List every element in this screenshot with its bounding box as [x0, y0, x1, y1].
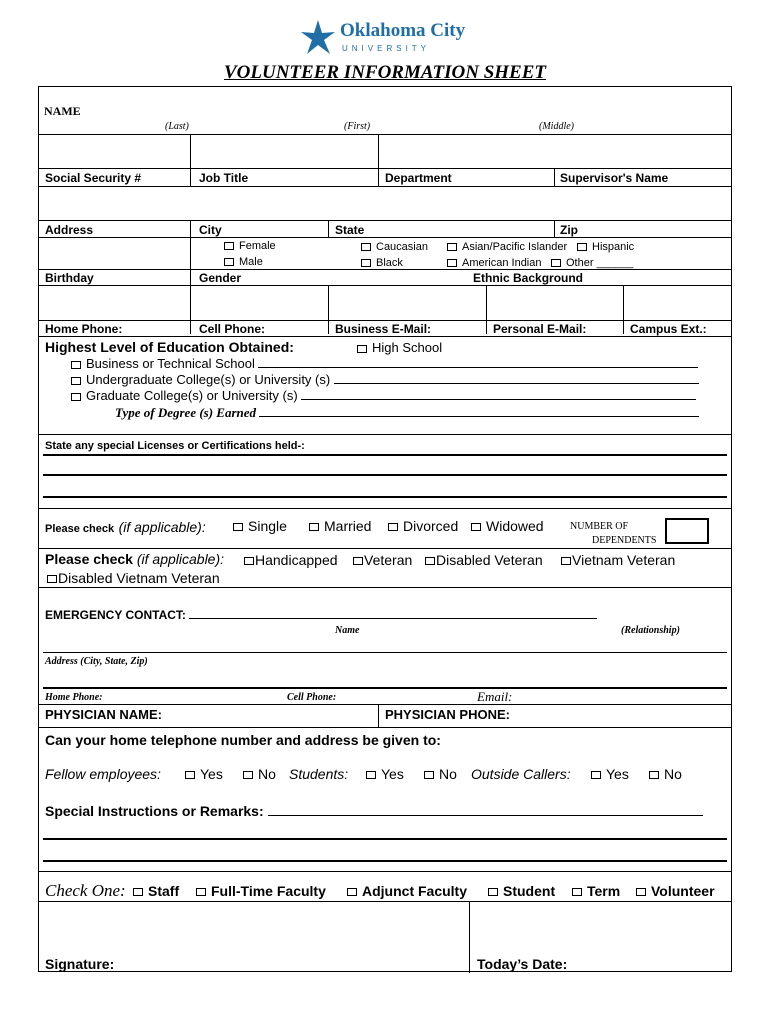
checkbox-icon[interactable] — [185, 771, 195, 779]
caucasian-option[interactable] — [361, 241, 428, 253]
remarks-row — [45, 803, 703, 819]
todays-date-label[interactable]: Today’s Date: — [477, 956, 568, 972]
checkbox-icon[interactable] — [572, 888, 582, 896]
checkbox-icon[interactable] — [447, 259, 457, 267]
option-label: Student — [503, 883, 556, 899]
checkbox-icon[interactable] — [488, 888, 498, 896]
birthday-label: Birthday — [45, 271, 94, 285]
veteran-option[interactable] — [353, 552, 412, 568]
divider — [378, 134, 379, 168]
department-label: Department — [385, 171, 452, 185]
divider — [39, 704, 731, 705]
checkbox-icon[interactable] — [309, 523, 319, 531]
option-label: Married — [324, 518, 372, 534]
outside-yes-option[interactable] — [591, 766, 629, 782]
option-label: Asian/Pacific Islander — [462, 241, 568, 253]
supervisor-label: Supervisor's Name — [560, 171, 669, 185]
students-yes-option[interactable] — [366, 766, 404, 782]
grad-option[interactable] — [71, 388, 696, 403]
last-label: (Last) — [165, 121, 189, 132]
option-label: Business or Technical School — [86, 356, 255, 371]
checkbox-icon[interactable] — [591, 771, 601, 779]
divider — [469, 901, 470, 973]
remarks-line-2[interactable] — [43, 860, 727, 862]
education-heading: Highest Level of Education Obtained: — [45, 339, 294, 355]
vietnam-veteran-option[interactable] — [561, 552, 675, 568]
divorced-option[interactable] — [388, 518, 458, 534]
option-label: Term — [587, 883, 621, 899]
black-option[interactable] — [361, 257, 403, 269]
option-label: Divorced — [403, 518, 459, 534]
checkbox-icon[interactable] — [196, 888, 206, 896]
emergency-relationship-caption: (Relationship) — [621, 625, 680, 636]
divider — [39, 186, 731, 187]
option-label: No — [664, 766, 682, 782]
divider — [39, 336, 731, 337]
disabled-veteran-option[interactable] — [425, 552, 543, 568]
star-logo-icon — [300, 18, 336, 58]
dependents-label-1: NUMBER OF — [570, 521, 629, 532]
state-label: State — [335, 223, 365, 237]
checkbox-icon[interactable] — [636, 888, 646, 896]
divider — [39, 871, 731, 872]
checkbox-icon[interactable] — [353, 557, 363, 565]
emergency-row — [45, 608, 597, 622]
divider — [554, 168, 555, 186]
checkbox-icon[interactable] — [447, 243, 457, 251]
campus-ext-label: Campus Ext.: — [630, 322, 707, 336]
option-label: Disabled Veteran — [436, 552, 543, 568]
grad-field[interactable] — [301, 399, 696, 400]
divider — [328, 220, 329, 237]
divider — [39, 220, 731, 221]
university-logo — [300, 18, 480, 58]
divider — [39, 548, 731, 549]
check-one-label: Check One: — [45, 881, 126, 900]
option-label: Disabled Vietnam Veteran — [58, 570, 220, 586]
divider — [39, 320, 731, 321]
licenses-label: State any special Licenses or Certifications held-: — [45, 440, 305, 452]
zip-label: Zip — [560, 223, 578, 237]
option-label: Undergraduate College(s) or University (s) — [86, 372, 331, 387]
remarks-line-1[interactable] — [43, 838, 727, 840]
fellow-yes-option[interactable] — [185, 766, 223, 782]
checkbox-icon[interactable] — [347, 888, 357, 896]
checkbox-icon[interactable] — [561, 557, 571, 565]
divider — [190, 285, 191, 334]
marital-row — [45, 519, 206, 537]
home-phone-label: Home Phone: — [45, 322, 123, 336]
male-option[interactable] — [224, 256, 263, 268]
ssn-label: Social Security # — [45, 171, 142, 185]
checkbox-icon[interactable] — [551, 259, 561, 267]
checkbox-icon[interactable] — [361, 243, 371, 251]
divider — [39, 285, 731, 286]
student-option[interactable] — [488, 883, 555, 899]
emergency-phone-line[interactable] — [43, 687, 727, 689]
option-label: Graduate College(s) or University (s) — [86, 388, 298, 403]
divider — [39, 434, 731, 435]
business-school-field[interactable] — [258, 367, 698, 368]
option-label: Handicapped — [255, 552, 338, 568]
status-row — [45, 551, 224, 567]
term-option[interactable] — [572, 883, 620, 899]
checkbox-icon[interactable] — [577, 243, 587, 251]
emergency-address-line[interactable] — [43, 652, 727, 653]
remarks-field[interactable] — [268, 815, 703, 816]
dependents-box[interactable] — [665, 518, 709, 544]
married-option[interactable] — [309, 518, 371, 534]
job-title-label: Job Title — [199, 171, 249, 185]
divider — [39, 269, 731, 270]
logo-name: Oklahoma City — [340, 20, 466, 41]
city-label: City — [199, 223, 222, 237]
physician-phone-label: PHYSICIAN PHONE: — [385, 707, 510, 722]
address-label: Address — [45, 223, 94, 237]
option-label: No — [258, 766, 276, 782]
divider — [39, 237, 731, 238]
degree-row — [115, 405, 699, 421]
undergrad-option[interactable] — [71, 372, 699, 387]
checkbox-icon[interactable] — [71, 393, 81, 401]
option-label: Other ______ — [566, 257, 634, 269]
marital-paren: (if applicable): — [118, 519, 206, 535]
checkbox-icon[interactable] — [233, 523, 243, 531]
checkbox-icon[interactable] — [388, 523, 398, 531]
licenses-line-3[interactable] — [43, 496, 727, 498]
checkbox-icon[interactable] — [357, 345, 367, 353]
option-label: Male — [239, 256, 263, 268]
option-label: Veteran — [364, 552, 413, 568]
fellow-no-option[interactable] — [243, 766, 276, 782]
option-label: Vietnam Veteran — [572, 552, 676, 568]
cell-phone-label: Cell Phone: — [199, 322, 266, 336]
outside-no-option[interactable] — [649, 766, 682, 782]
divider — [190, 168, 191, 186]
emergency-name-field[interactable] — [189, 618, 597, 619]
single-option[interactable] — [233, 518, 287, 534]
divider — [486, 285, 487, 334]
asian-option[interactable] — [447, 241, 567, 253]
option-label: Hispanic — [592, 241, 635, 253]
page-title: VOLUNTEER INFORMATION SHEET — [223, 62, 546, 83]
divider — [554, 220, 555, 237]
first-label: (First) — [344, 121, 371, 132]
business-email-label: Business E-Mail: — [335, 322, 432, 336]
undergrad-field[interactable] — [334, 383, 699, 384]
emergency-address-caption: Address (City, State, Zip) — [45, 656, 148, 667]
checkbox-icon[interactable] — [47, 575, 57, 583]
checkbox-icon[interactable] — [244, 557, 254, 565]
widowed-option[interactable] — [471, 518, 544, 534]
checkbox-icon[interactable] — [224, 258, 234, 266]
disabled-vietnam-veteran-option[interactable] — [47, 570, 220, 586]
option-label: Widowed — [486, 518, 544, 534]
checkbox-icon[interactable] — [471, 523, 481, 531]
checkbox-icon[interactable] — [133, 888, 143, 896]
business-school-option[interactable] — [71, 356, 698, 371]
status-label: Please check — [45, 551, 133, 567]
checkbox-icon[interactable] — [224, 242, 234, 250]
students-no-option[interactable] — [424, 766, 457, 782]
name-label: NAME — [44, 104, 81, 118]
option-label: Full-Time Faculty — [211, 883, 326, 899]
emergency-email-caption: Email: — [477, 689, 513, 704]
divider — [378, 168, 379, 186]
dependents-label-2: DEPENDENTS — [592, 535, 657, 546]
divider — [39, 134, 731, 135]
personal-email-label: Personal E-Mail: — [493, 322, 587, 336]
handicapped-option[interactable] — [244, 552, 338, 568]
checkbox-icon[interactable] — [243, 771, 253, 779]
option-label: American Indian — [462, 257, 542, 269]
divider — [39, 168, 731, 169]
full-time-faculty-option[interactable] — [196, 883, 326, 899]
option-label: Volunteer — [651, 883, 715, 899]
checkbox-icon[interactable] — [366, 771, 376, 779]
checkbox-icon[interactable] — [649, 771, 659, 779]
hispanic-option[interactable] — [577, 241, 634, 253]
signature-label[interactable]: Signature: — [45, 956, 115, 972]
divider — [378, 704, 379, 727]
option-label: Black — [376, 257, 403, 269]
checkbox-icon[interactable] — [71, 361, 81, 369]
fellow-label: Fellow employees: — [45, 766, 161, 782]
checkbox-icon[interactable] — [425, 557, 435, 565]
checkbox-icon[interactable] — [361, 259, 371, 267]
divider — [328, 285, 329, 334]
option-label: Adjunct Faculty — [362, 883, 468, 899]
licenses-line-2[interactable] — [43, 474, 727, 476]
staff-option[interactable] — [133, 883, 179, 899]
high-school-option[interactable] — [357, 340, 442, 355]
option-label: Caucasian — [376, 241, 428, 253]
volunteer-option[interactable] — [636, 883, 715, 899]
option-label: No — [439, 766, 457, 782]
gender-label: Gender — [199, 271, 242, 285]
emergency-cell-phone-caption: Cell Phone: — [287, 692, 337, 703]
checkbox-icon[interactable] — [71, 377, 81, 385]
american-indian-option[interactable] — [447, 257, 542, 269]
logo-subtitle: UNIVERSITY — [342, 44, 431, 53]
divider — [39, 727, 731, 728]
physician-name-label: PHYSICIAN NAME: — [45, 707, 163, 722]
divider — [39, 901, 731, 902]
students-label: Students: — [289, 766, 349, 782]
remarks-label: Special Instructions or Remarks: — [45, 803, 264, 819]
emergency-label: EMERGENCY CONTACT: — [45, 608, 186, 622]
checkbox-icon[interactable] — [424, 771, 434, 779]
divider — [39, 508, 731, 509]
option-label: Single — [248, 518, 287, 534]
release-question: Can your home telephone number and address be given to: — [45, 732, 441, 748]
divider — [190, 134, 191, 168]
degree-field[interactable] — [259, 416, 699, 417]
licenses-line-1[interactable] — [43, 454, 727, 456]
divider — [623, 285, 624, 334]
emergency-home-phone-caption: Home Phone: — [45, 692, 103, 703]
option-label: Female — [239, 240, 276, 252]
option-label: High School — [372, 340, 443, 355]
emergency-name-caption: Name — [335, 625, 360, 636]
option-label: Staff — [148, 883, 180, 899]
other-option[interactable] — [551, 257, 633, 269]
option-label: Yes — [381, 766, 404, 782]
form-frame — [38, 86, 732, 972]
outside-label: Outside Callers: — [471, 766, 571, 782]
female-option[interactable] — [224, 240, 276, 252]
option-label: Yes — [606, 766, 629, 782]
option-label: Yes — [200, 766, 223, 782]
middle-label: (Middle) — [539, 121, 574, 132]
status-paren: (if applicable): — [136, 551, 225, 567]
adjunct-faculty-option[interactable] — [347, 883, 467, 899]
divider — [39, 587, 731, 588]
ethnic-label: Ethnic Background — [473, 271, 584, 285]
degree-label: Type of Degree (s) Earned — [115, 405, 257, 420]
marital-label: Please check — [45, 523, 115, 535]
